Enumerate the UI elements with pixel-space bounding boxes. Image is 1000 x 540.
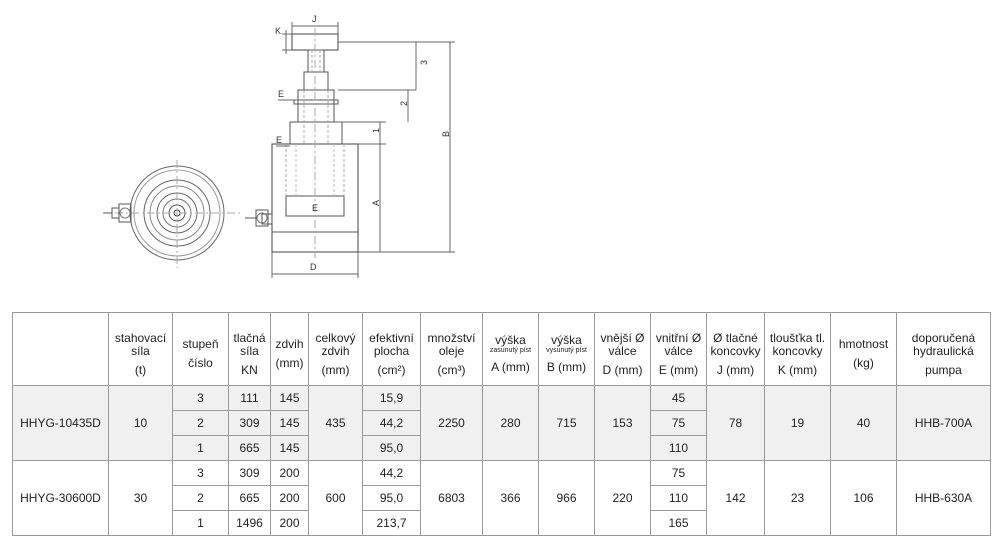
header-line1: hmotnost: [838, 337, 889, 351]
force-t-cell: 10: [109, 386, 173, 461]
header-line1: výška: [495, 333, 526, 347]
column-header: [309, 313, 363, 386]
column-header: [539, 313, 595, 386]
dim-label-e-body: E: [312, 203, 319, 213]
header-line1: vnější Ø: [600, 330, 645, 345]
j-cell: 78: [707, 386, 765, 461]
dimension-labels: [275, 14, 451, 272]
force-t-cell: 30: [109, 461, 173, 536]
header-line1: stahovací: [114, 330, 167, 345]
header-unit: K (mm): [777, 362, 818, 377]
model-name-cell: HHYG-30600D: [13, 461, 109, 536]
force-kn-cell: 665: [229, 436, 271, 461]
column-header: [109, 313, 173, 386]
spec-table: [12, 312, 991, 536]
header-line2: oleje: [438, 343, 465, 358]
k-cell: 23: [765, 461, 831, 536]
stage-cell: 1: [173, 436, 229, 461]
pump-cell: HHB-630A: [897, 461, 991, 536]
column-header: [363, 313, 421, 386]
header-line1: množství: [427, 330, 476, 345]
table-row: [13, 386, 991, 411]
stroke-cell: 200: [271, 461, 309, 486]
area-cell: 213,7: [363, 511, 421, 536]
table-header-row: [13, 313, 991, 386]
header-line2: koncovky: [772, 343, 823, 358]
area-cell: 44,2: [363, 411, 421, 436]
header-line1: tloušťka tl.: [769, 330, 826, 345]
header-unit: E (mm): [658, 362, 699, 377]
height-b-cell: 715: [539, 386, 595, 461]
area-cell: 15,9: [363, 386, 421, 411]
column-header: [421, 313, 483, 386]
inner-e-cell: 165: [651, 511, 707, 536]
top-view: [103, 160, 240, 268]
header-line1: efektivní: [369, 330, 414, 345]
model-name-cell: HHYG-10435D: [13, 386, 109, 461]
dim-label-a: A: [371, 199, 381, 206]
dim-label-e-lower: E: [276, 135, 283, 145]
header-unit: (cm³): [437, 362, 466, 377]
dim-label-d: D: [310, 262, 317, 272]
header-line2: válce: [664, 343, 693, 358]
column-header: [595, 313, 651, 386]
area-cell: 95,0: [363, 436, 421, 461]
stroke-cell: 200: [271, 486, 309, 511]
header-unit: (mm): [275, 356, 304, 370]
dim-label-stage-2: 2: [399, 100, 409, 106]
oil-cell: 6803: [421, 461, 483, 536]
header-line1: tlačná: [233, 330, 266, 345]
header-line2: koncovky: [710, 343, 761, 358]
header-unit: A (mm): [491, 360, 530, 374]
header-line1: doporučená: [911, 330, 976, 345]
stage-cell: 3: [173, 386, 229, 411]
force-kn-cell: 309: [229, 411, 271, 436]
column-header: [483, 313, 539, 386]
inner-e-cell: 110: [651, 486, 707, 511]
header-line2: vysunutý píst: [546, 347, 587, 354]
header-unit: B (mm): [546, 360, 587, 374]
column-header: [173, 313, 229, 386]
header-unit: (t): [134, 362, 147, 377]
header-line1: zdvih: [275, 337, 304, 351]
header-line1: celkový: [315, 330, 356, 345]
height-b-cell: 966: [539, 461, 595, 536]
header-line2: válce: [608, 343, 637, 358]
inner-e-cell: 75: [651, 411, 707, 436]
column-header: [13, 313, 109, 386]
inner-e-cell: 110: [651, 436, 707, 461]
header-unit: (cm²): [377, 362, 406, 377]
dim-label-stage-1: 1: [371, 127, 381, 133]
header-line2: síla: [131, 343, 150, 358]
header-unit: KN: [241, 362, 258, 377]
dim-label-e-upper: E: [278, 89, 285, 99]
column-header: [897, 313, 991, 386]
header-line2: síla: [240, 343, 259, 358]
dim-label-b: B: [441, 130, 451, 137]
k-cell: 19: [765, 386, 831, 461]
header-unit: (mm): [321, 362, 350, 377]
stroke-cell: 200: [271, 511, 309, 536]
header-unit: číslo: [188, 356, 213, 370]
force-kn-cell: 1496: [229, 511, 271, 536]
stroke-cell: 145: [271, 436, 309, 461]
stage-cell: 2: [173, 411, 229, 436]
header-unit: J (mm): [716, 362, 755, 377]
header-line2: zasunutý píst: [489, 347, 532, 354]
column-header: [271, 313, 309, 386]
stroke-cell: 145: [271, 386, 309, 411]
force-kn-cell: 111: [229, 386, 271, 411]
height-a-cell: 280: [483, 386, 539, 461]
dim-label-stage-3: 3: [419, 59, 429, 65]
dim-label-j: J: [312, 14, 317, 24]
weight-cell: 40: [831, 386, 897, 461]
header-unit: D (mm): [602, 362, 643, 377]
header-line2: plocha: [373, 343, 410, 358]
weight-cell: 106: [831, 461, 897, 536]
j-cell: 142: [707, 461, 765, 536]
header-unit: pumpa: [925, 362, 962, 377]
stage-cell: 3: [173, 461, 229, 486]
column-header: [229, 313, 271, 386]
column-header: [707, 313, 765, 386]
header-line1: výška: [551, 333, 582, 347]
column-header: [765, 313, 831, 386]
pump-cell: HHB-700A: [897, 386, 991, 461]
header-line1: vnitřní Ø: [655, 330, 702, 345]
stroke-cell: 145: [271, 411, 309, 436]
header-line2: hydraulická: [913, 343, 974, 358]
inner-e-cell: 75: [651, 461, 707, 486]
table-row: [13, 461, 991, 486]
stage-cell: 2: [173, 486, 229, 511]
stage-cell: 1: [173, 511, 229, 536]
total-stroke-cell: 435: [309, 386, 363, 461]
side-view: [245, 28, 358, 258]
area-cell: 44,2: [363, 461, 421, 486]
header-unit: (kg): [853, 356, 874, 370]
area-cell: 95,0: [363, 486, 421, 511]
column-header: [831, 313, 897, 386]
header-line2: zdvih: [321, 343, 350, 358]
header-line1: Ø tlačné: [713, 330, 758, 345]
outer-d-cell: 220: [595, 461, 651, 536]
outer-d-cell: 153: [595, 386, 651, 461]
oil-cell: 2250: [421, 386, 483, 461]
inner-e-cell: 45: [651, 386, 707, 411]
header-line1: stupeň: [182, 337, 219, 351]
total-stroke-cell: 600: [309, 461, 363, 536]
column-header: [651, 313, 707, 386]
force-kn-cell: 309: [229, 461, 271, 486]
force-kn-cell: 665: [229, 486, 271, 511]
dim-label-k: K: [275, 26, 282, 36]
height-a-cell: 366: [483, 461, 539, 536]
